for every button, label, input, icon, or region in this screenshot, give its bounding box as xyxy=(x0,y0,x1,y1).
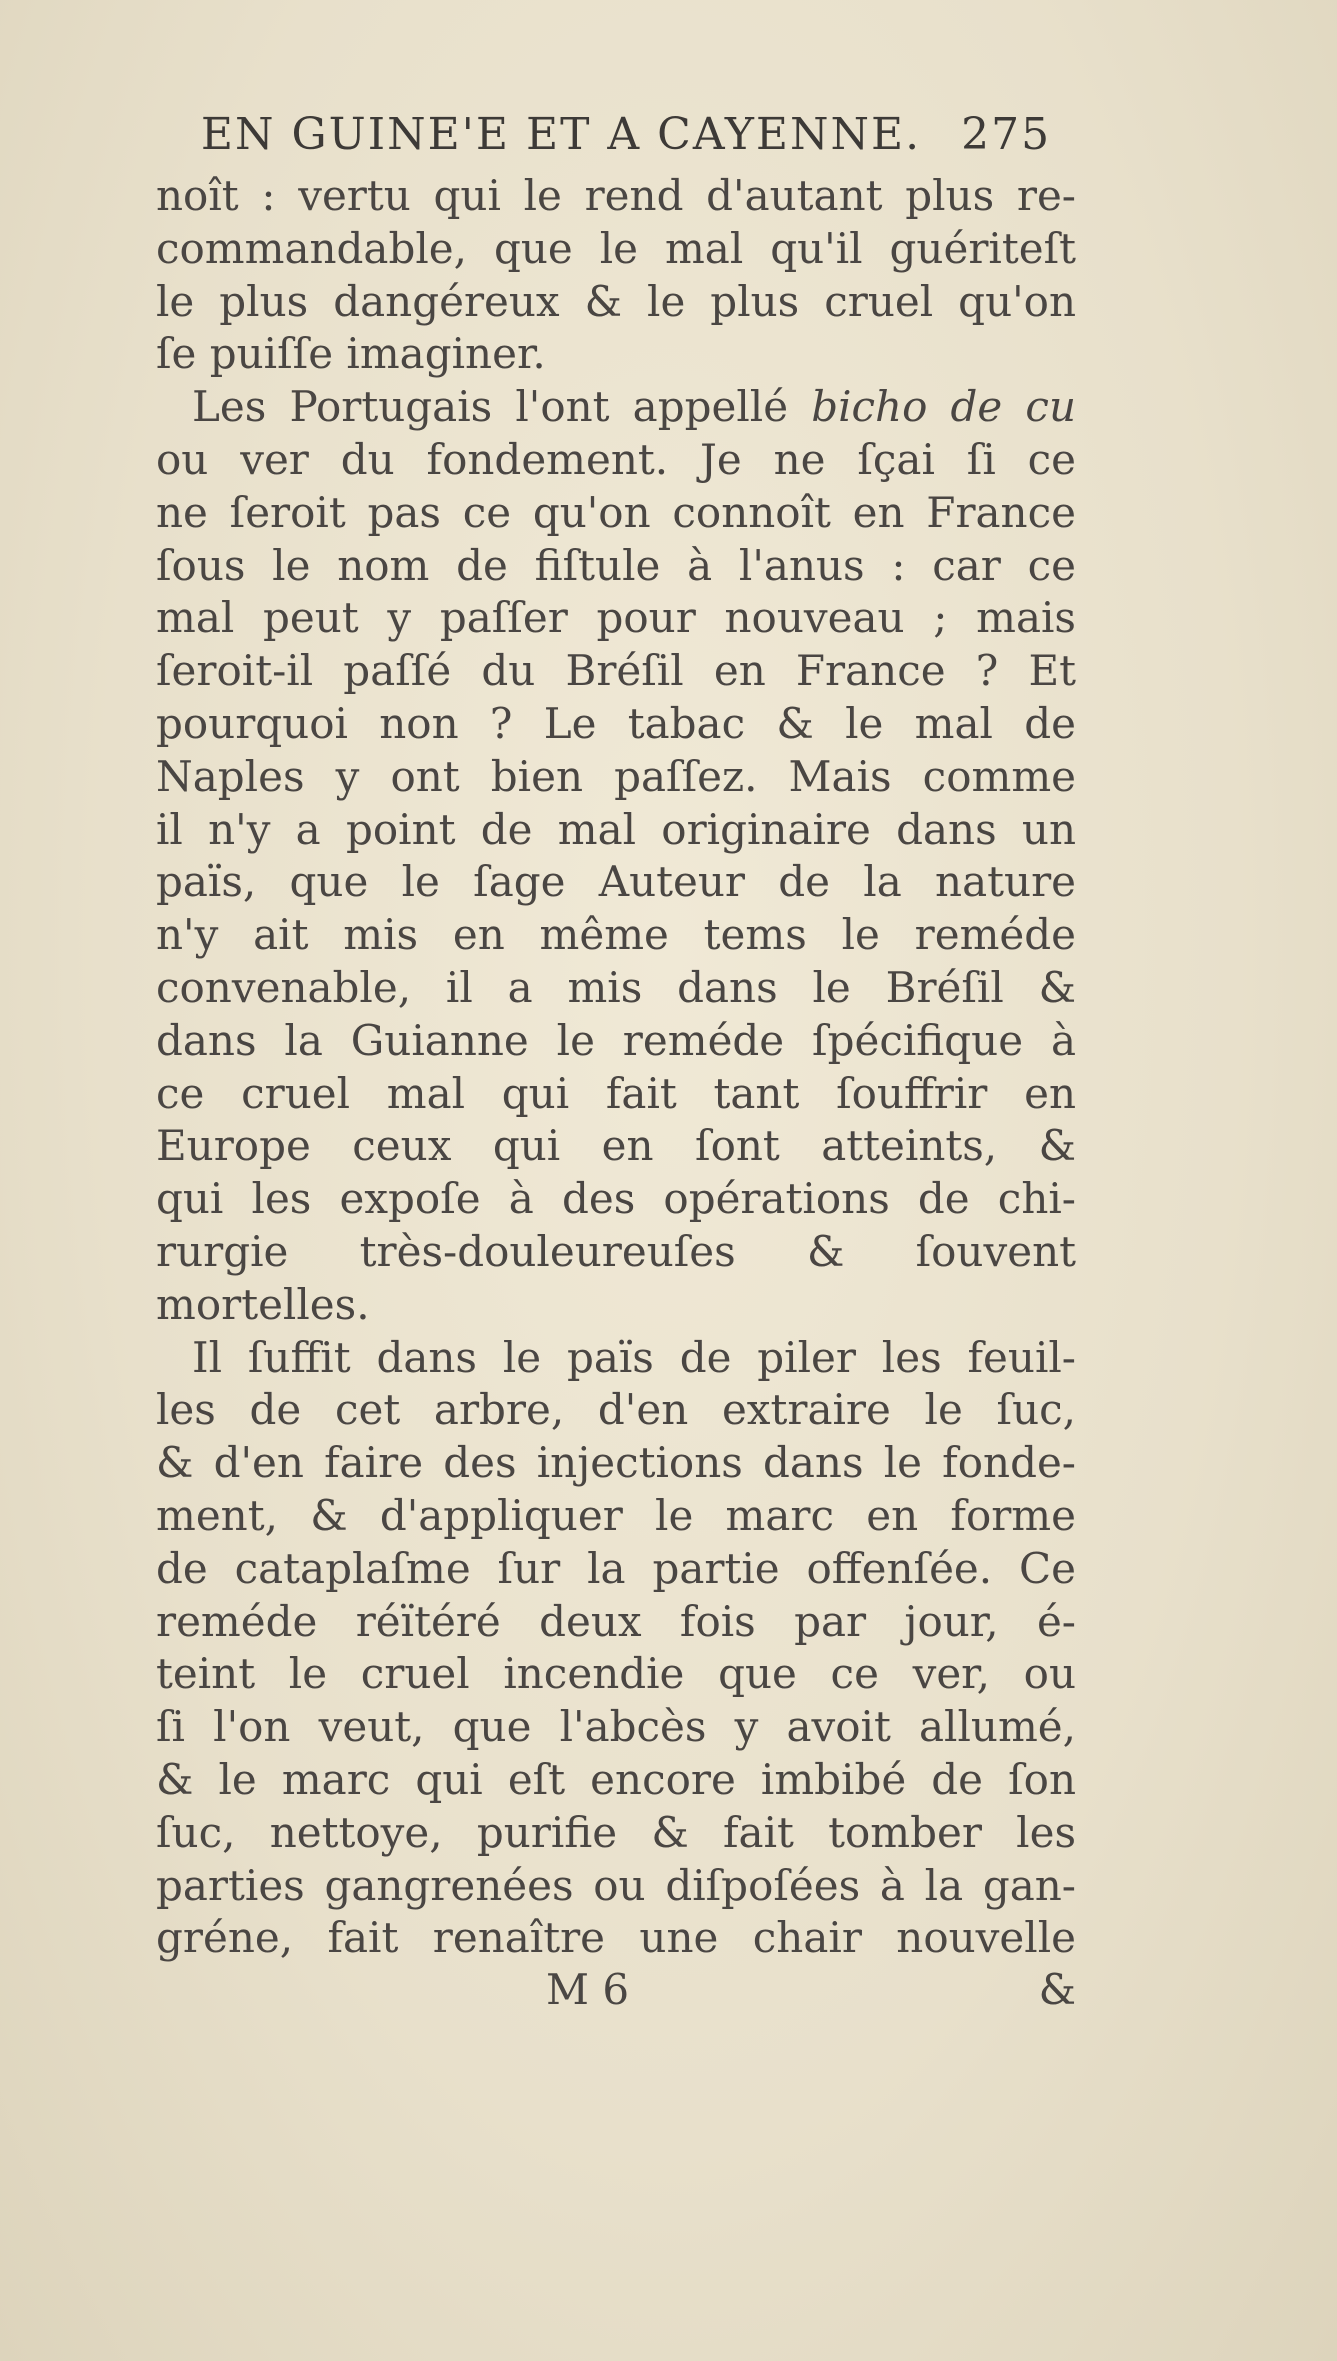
text-line: il n'y a point de mal originaire dans un xyxy=(156,804,1076,854)
text-line: ſuc, nettoye, purifie & fait tomber les xyxy=(156,1807,1076,1857)
text-line: ſe puiſſe imaginer. xyxy=(156,329,546,379)
signature-mark: M 6 xyxy=(546,1965,630,2015)
text-line: ſi l'on veut, que l'abcès y avoit allumé, xyxy=(156,1702,1076,1752)
text-line-start: Les Portugais l'ont appellé xyxy=(192,382,812,432)
text-line: pourquoi non ? Le tabac & le mal de xyxy=(156,698,1076,748)
catchword: & xyxy=(1038,1965,1076,2015)
text-line: de cataplaſme ſur la partie offenſée. Ce xyxy=(156,1543,1076,1593)
text-line: & d'en faire des injections dans le fonde- xyxy=(156,1438,1076,1488)
text-line: Naples y ont bien paſſez. Mais comme xyxy=(156,751,1076,801)
text-line: commandable, que le mal qu'il guériteſt xyxy=(156,223,1076,273)
text-line: n'y ait mis en même tems le reméde xyxy=(156,910,1076,960)
text-line: ment, & d'appliquer le marc en forme xyxy=(156,1490,1076,1540)
text-line: teint le cruel incendie que ce ver, ou xyxy=(156,1649,1076,1699)
text-line: convenable, il a mis dans le Bréſil & xyxy=(156,962,1076,1012)
text-line: ſous le nom de fiſtule à l'anus : car ce xyxy=(156,540,1076,590)
running-title: EN GUINE'E ET A CAYENNE. xyxy=(200,109,922,160)
text-line: ce cruel mal qui fait tant ſouffrir en xyxy=(156,1068,1076,1118)
text-line: rurgie très-douleureuſes & ſouvent xyxy=(156,1226,1076,1276)
page-footer xyxy=(156,1965,1076,2025)
text-line: reméde réïtéré deux fois par jour, é- xyxy=(156,1596,1076,1646)
text-line xyxy=(156,381,1076,434)
text-line: gréne, fait renaître une chair nouvelle xyxy=(156,1913,1076,1963)
text-line: mortelles. xyxy=(156,1279,370,1329)
page-number: 275 xyxy=(961,109,1052,160)
text-line: ſeroit-il paſſé du Bréſil en France ? Et xyxy=(156,646,1076,696)
text-line: parties gangrenées ou diſpoſées à la gan- xyxy=(156,1860,1076,1910)
text-line: Europe ceux qui en ſont atteints, & xyxy=(156,1121,1076,1171)
text-line: noît : vertu qui le rend d'autant plus re- xyxy=(156,171,1076,220)
text-line: & le marc qui eſt encore imbibé de ſon xyxy=(156,1754,1076,1804)
text-line: les de cet arbre, d'en extraire le ſuc, xyxy=(156,1385,1076,1435)
italic-phrase: bicho de cu xyxy=(811,382,1076,432)
page-text-block xyxy=(156,100,1076,2025)
text-line: mal peut y paſſer pour nouveau ; mais xyxy=(156,593,1076,643)
text-line: qui les expoſe à des opérations de chi- xyxy=(156,1174,1076,1224)
text-line: dans la Guianne le reméde ſpécifique à xyxy=(156,1015,1076,1065)
text-line: ne ſeroit pas ce qu'on connoît en France xyxy=(156,487,1076,537)
text-line: ou ver du fondement. Je ne ſçai ſi ce xyxy=(156,434,1076,484)
text-line: le plus dangéreux & le plus cruel qu'on xyxy=(156,276,1076,326)
text-line: Il ſuffit dans le païs de piler les feuil- xyxy=(192,1332,1076,1382)
text-line: païs, que le ſage Auteur de la nature xyxy=(156,857,1076,907)
running-header xyxy=(156,100,1076,170)
